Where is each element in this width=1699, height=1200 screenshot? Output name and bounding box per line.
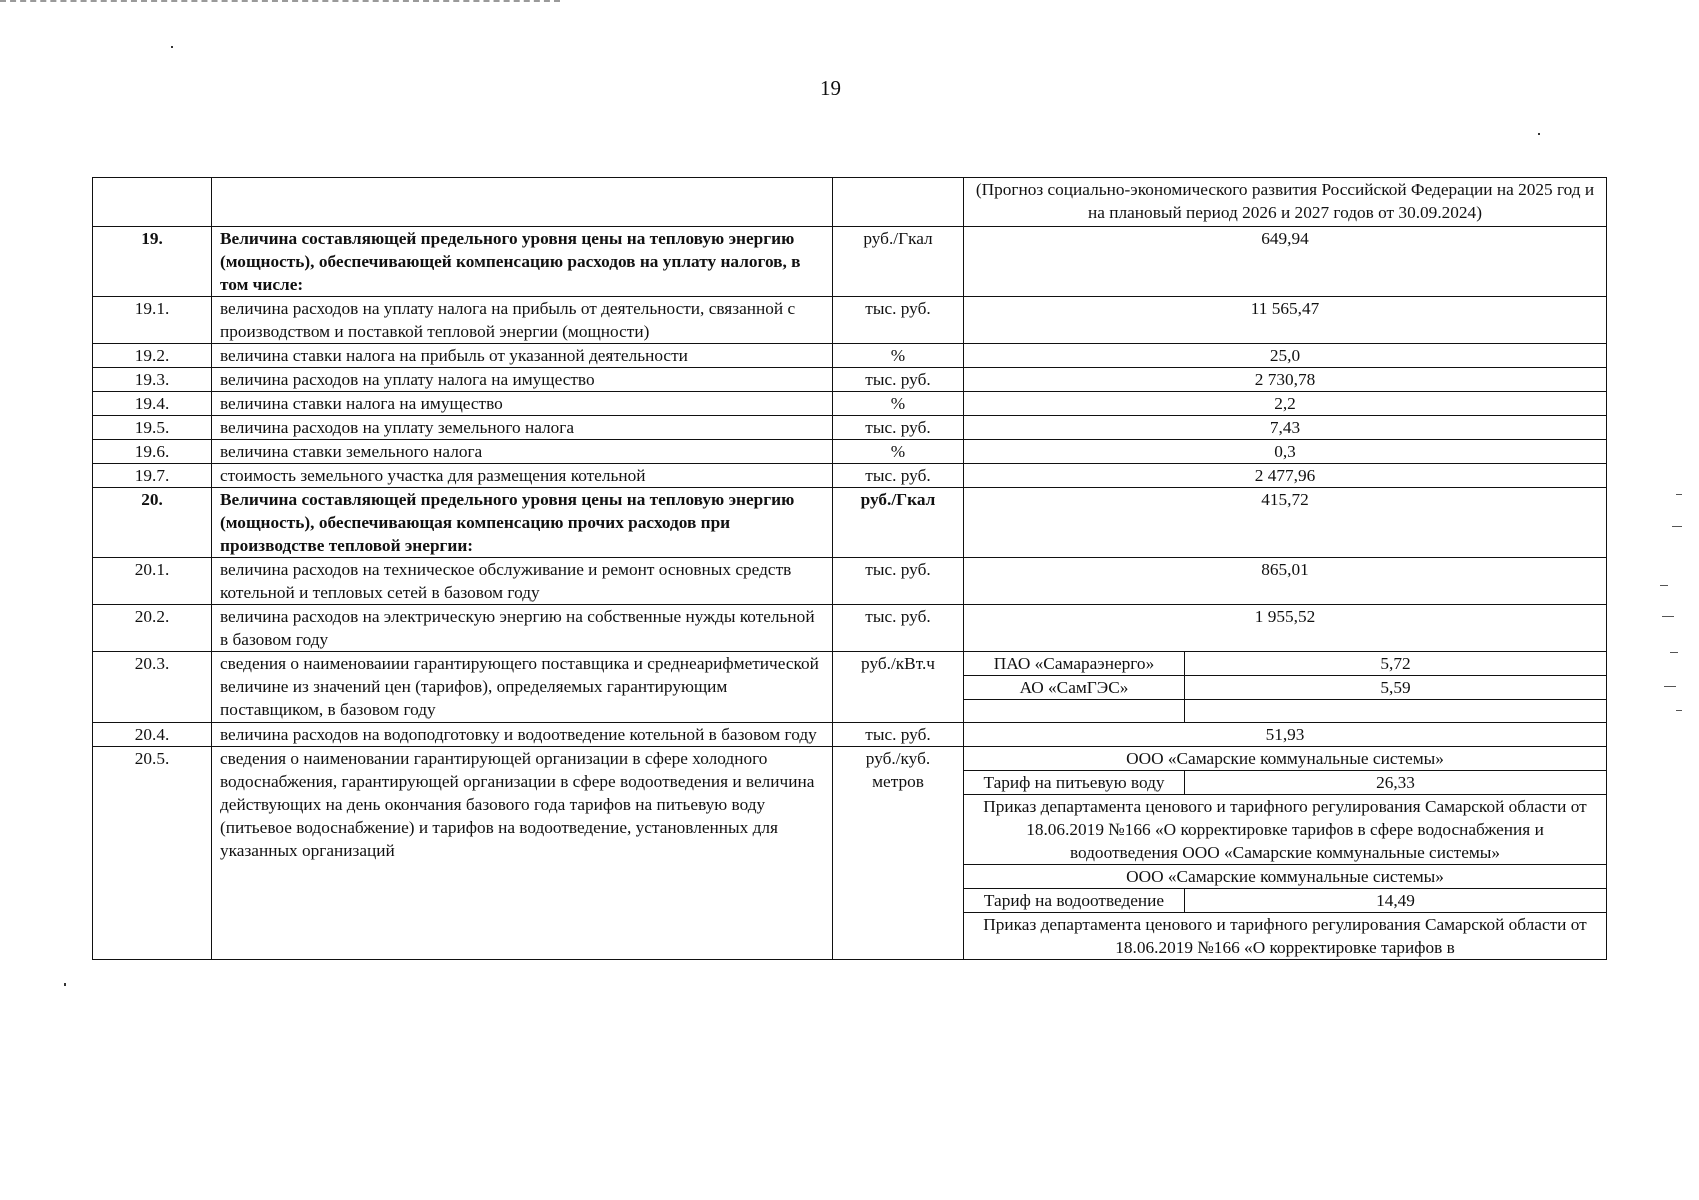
supplier-name: ПАО «Самараэнерго» bbox=[964, 652, 1185, 676]
row-unit: % bbox=[833, 392, 964, 416]
table-row bbox=[93, 747, 1607, 771]
row-description: величина расходов на водоподготовку и водоотведение котельной в базовом году bbox=[212, 723, 833, 747]
row-unit: руб./Гкал bbox=[833, 488, 964, 558]
table-row bbox=[93, 488, 1607, 558]
row-description: величина ставки земельного налога bbox=[212, 440, 833, 464]
row-description: величина ставки налога на прибыль от указанной деятельности bbox=[212, 344, 833, 368]
table-header-row bbox=[93, 178, 1607, 227]
table-row bbox=[93, 297, 1607, 344]
scan-speck bbox=[64, 983, 66, 986]
row-number: 19.2. bbox=[93, 344, 212, 368]
table-cell bbox=[93, 178, 212, 227]
row-description: стоимость земельного участка для размещения котельной bbox=[212, 464, 833, 488]
margin-mark bbox=[1660, 585, 1668, 586]
row-value: 865,01 bbox=[964, 558, 1607, 605]
table-row bbox=[93, 558, 1607, 605]
supplier-value: 5,72 bbox=[1185, 652, 1607, 676]
row-unit: тыс. руб. bbox=[833, 464, 964, 488]
row-value: 2 730,78 bbox=[964, 368, 1607, 392]
water-org-name: ООО «Самарские коммунальные системы» bbox=[964, 747, 1607, 771]
row-number: 20.1. bbox=[93, 558, 212, 605]
page-number: 19 bbox=[820, 76, 841, 100]
tariff-label: Тариф на водоотведение bbox=[964, 889, 1185, 913]
row-description: сведения о наименоваиии гарантирующего поставщика и среднеарифметической величине из значений цен (тарифов), определяемых гарантирующим поставщиком, в базовом году bbox=[212, 652, 833, 723]
row-value: 1 955,52 bbox=[964, 605, 1607, 652]
row-value: 2 477,96 bbox=[964, 464, 1607, 488]
row-unit: тыс. руб. bbox=[833, 368, 964, 392]
table-row bbox=[93, 368, 1607, 392]
row-number: 20.3. bbox=[93, 652, 212, 723]
row-value: 11 565,47 bbox=[964, 297, 1607, 344]
source-note: (Прогноз социально-экономического развития Российской Федерации на 2025 год и на плановый период 2026 и 2027 годов от 30.09.2024) bbox=[964, 178, 1607, 227]
row-number: 19.4. bbox=[93, 392, 212, 416]
table-cell bbox=[1185, 700, 1607, 723]
row-number: 19.1. bbox=[93, 297, 212, 344]
row-number: 20.5. bbox=[93, 747, 212, 960]
table-row bbox=[93, 344, 1607, 368]
table-row bbox=[93, 227, 1607, 297]
water-org-name: ООО «Самарские коммунальные системы» bbox=[964, 865, 1607, 889]
row-description: Величина составляющей предельного уровня цены на тепловую энергию (мощность), обеспечивающей компенсацию расходов на уплату налогов, в том числе: bbox=[212, 227, 833, 297]
order-reference: Приказ департамента ценового и тарифного регулирования Самарской области от 18.06.2019 №166 «О корректировке тарифов в bbox=[964, 913, 1607, 960]
margin-mark bbox=[1670, 652, 1678, 653]
table-row bbox=[93, 605, 1607, 652]
table-row bbox=[93, 392, 1607, 416]
tariff-table bbox=[92, 177, 1607, 960]
table-cell bbox=[964, 700, 1185, 723]
row-description: величина расходов на техническое обслуживание и ремонт основных средств котельной и тепловых сетей в базовом году bbox=[212, 558, 833, 605]
row-number: 19.5. bbox=[93, 416, 212, 440]
row-unit: % bbox=[833, 440, 964, 464]
scan-speck bbox=[171, 46, 173, 48]
row-value: 0,3 bbox=[964, 440, 1607, 464]
margin-mark bbox=[1662, 616, 1674, 617]
row-unit: руб./куб. метров bbox=[833, 747, 964, 960]
row-number: 19.7. bbox=[93, 464, 212, 488]
margin-mark bbox=[1676, 710, 1682, 711]
row-unit: тыс. руб. bbox=[833, 416, 964, 440]
supplier-value: 5,59 bbox=[1185, 676, 1607, 700]
table-row bbox=[93, 440, 1607, 464]
row-unit: % bbox=[833, 344, 964, 368]
row-unit: тыс. руб. bbox=[833, 723, 964, 747]
row-unit: тыс. руб. bbox=[833, 297, 964, 344]
row-value: 2,2 bbox=[964, 392, 1607, 416]
scan-speck bbox=[1538, 133, 1540, 135]
row-value: 649,94 bbox=[964, 227, 1607, 297]
row-value: 51,93 bbox=[964, 723, 1607, 747]
margin-mark bbox=[1664, 686, 1676, 687]
order-reference: Приказ департамента ценового и тарифного регулирования Самарской области от 18.06.2019 №166 «О корректировке тарифов в сфере водоснабжения и водоотведения ООО «Самарские коммунальные системы» bbox=[964, 795, 1607, 865]
row-number: 20.2. bbox=[93, 605, 212, 652]
row-value: 415,72 bbox=[964, 488, 1607, 558]
row-number: 19. bbox=[93, 227, 212, 297]
row-unit: руб./кВт.ч bbox=[833, 652, 964, 723]
row-description: величина расходов на уплату налога на прибыль от деятельности, связанной с производством и поставкой тепловой энергии (мощности) bbox=[212, 297, 833, 344]
row-description: величина ставки налога на имущество bbox=[212, 392, 833, 416]
tariff-label: Тариф на питьевую воду bbox=[964, 771, 1185, 795]
row-unit: тыс. руб. bbox=[833, 558, 964, 605]
row-value: 7,43 bbox=[964, 416, 1607, 440]
margin-mark bbox=[1676, 494, 1682, 495]
row-number: 19.6. bbox=[93, 440, 212, 464]
row-value: 25,0 bbox=[964, 344, 1607, 368]
row-description: величина расходов на уплату налога на имущество bbox=[212, 368, 833, 392]
row-description: величина расходов на уплату земельного налога bbox=[212, 416, 833, 440]
table-cell bbox=[833, 178, 964, 227]
row-number: 20.4. bbox=[93, 723, 212, 747]
supplier-name: АО «СамГЭС» bbox=[964, 676, 1185, 700]
table-row bbox=[93, 652, 1607, 676]
scan-edge-artifact bbox=[0, 0, 560, 4]
tariff-value: 14,49 bbox=[1185, 889, 1607, 913]
table-row bbox=[93, 416, 1607, 440]
row-description: Величина составляющей предельного уровня цены на тепловую энергию (мощность), обеспечивающая компенсацию прочих расходов при производстве тепловой энергии: bbox=[212, 488, 833, 558]
tariff-value: 26,33 bbox=[1185, 771, 1607, 795]
row-description: сведения о наименовании гарантирующей организации в сфере холодного водоснабжения, гарантирующей организации в сфере водоотведения и величина действующих на день окончания базового года тарифов на питьевую воду (питьевое водоснабжение) и тарифов на водоотведение, установленных для указанных организаций bbox=[212, 747, 833, 960]
row-unit: тыс. руб. bbox=[833, 605, 964, 652]
row-number: 20. bbox=[93, 488, 212, 558]
table-row bbox=[93, 723, 1607, 747]
row-unit: руб./Гкал bbox=[833, 227, 964, 297]
margin-mark bbox=[1672, 526, 1682, 527]
row-number: 19.3. bbox=[93, 368, 212, 392]
table-cell bbox=[212, 178, 833, 227]
table-row bbox=[93, 464, 1607, 488]
row-description: величина расходов на электрическую энергию на собственные нужды котельной в базовом году bbox=[212, 605, 833, 652]
